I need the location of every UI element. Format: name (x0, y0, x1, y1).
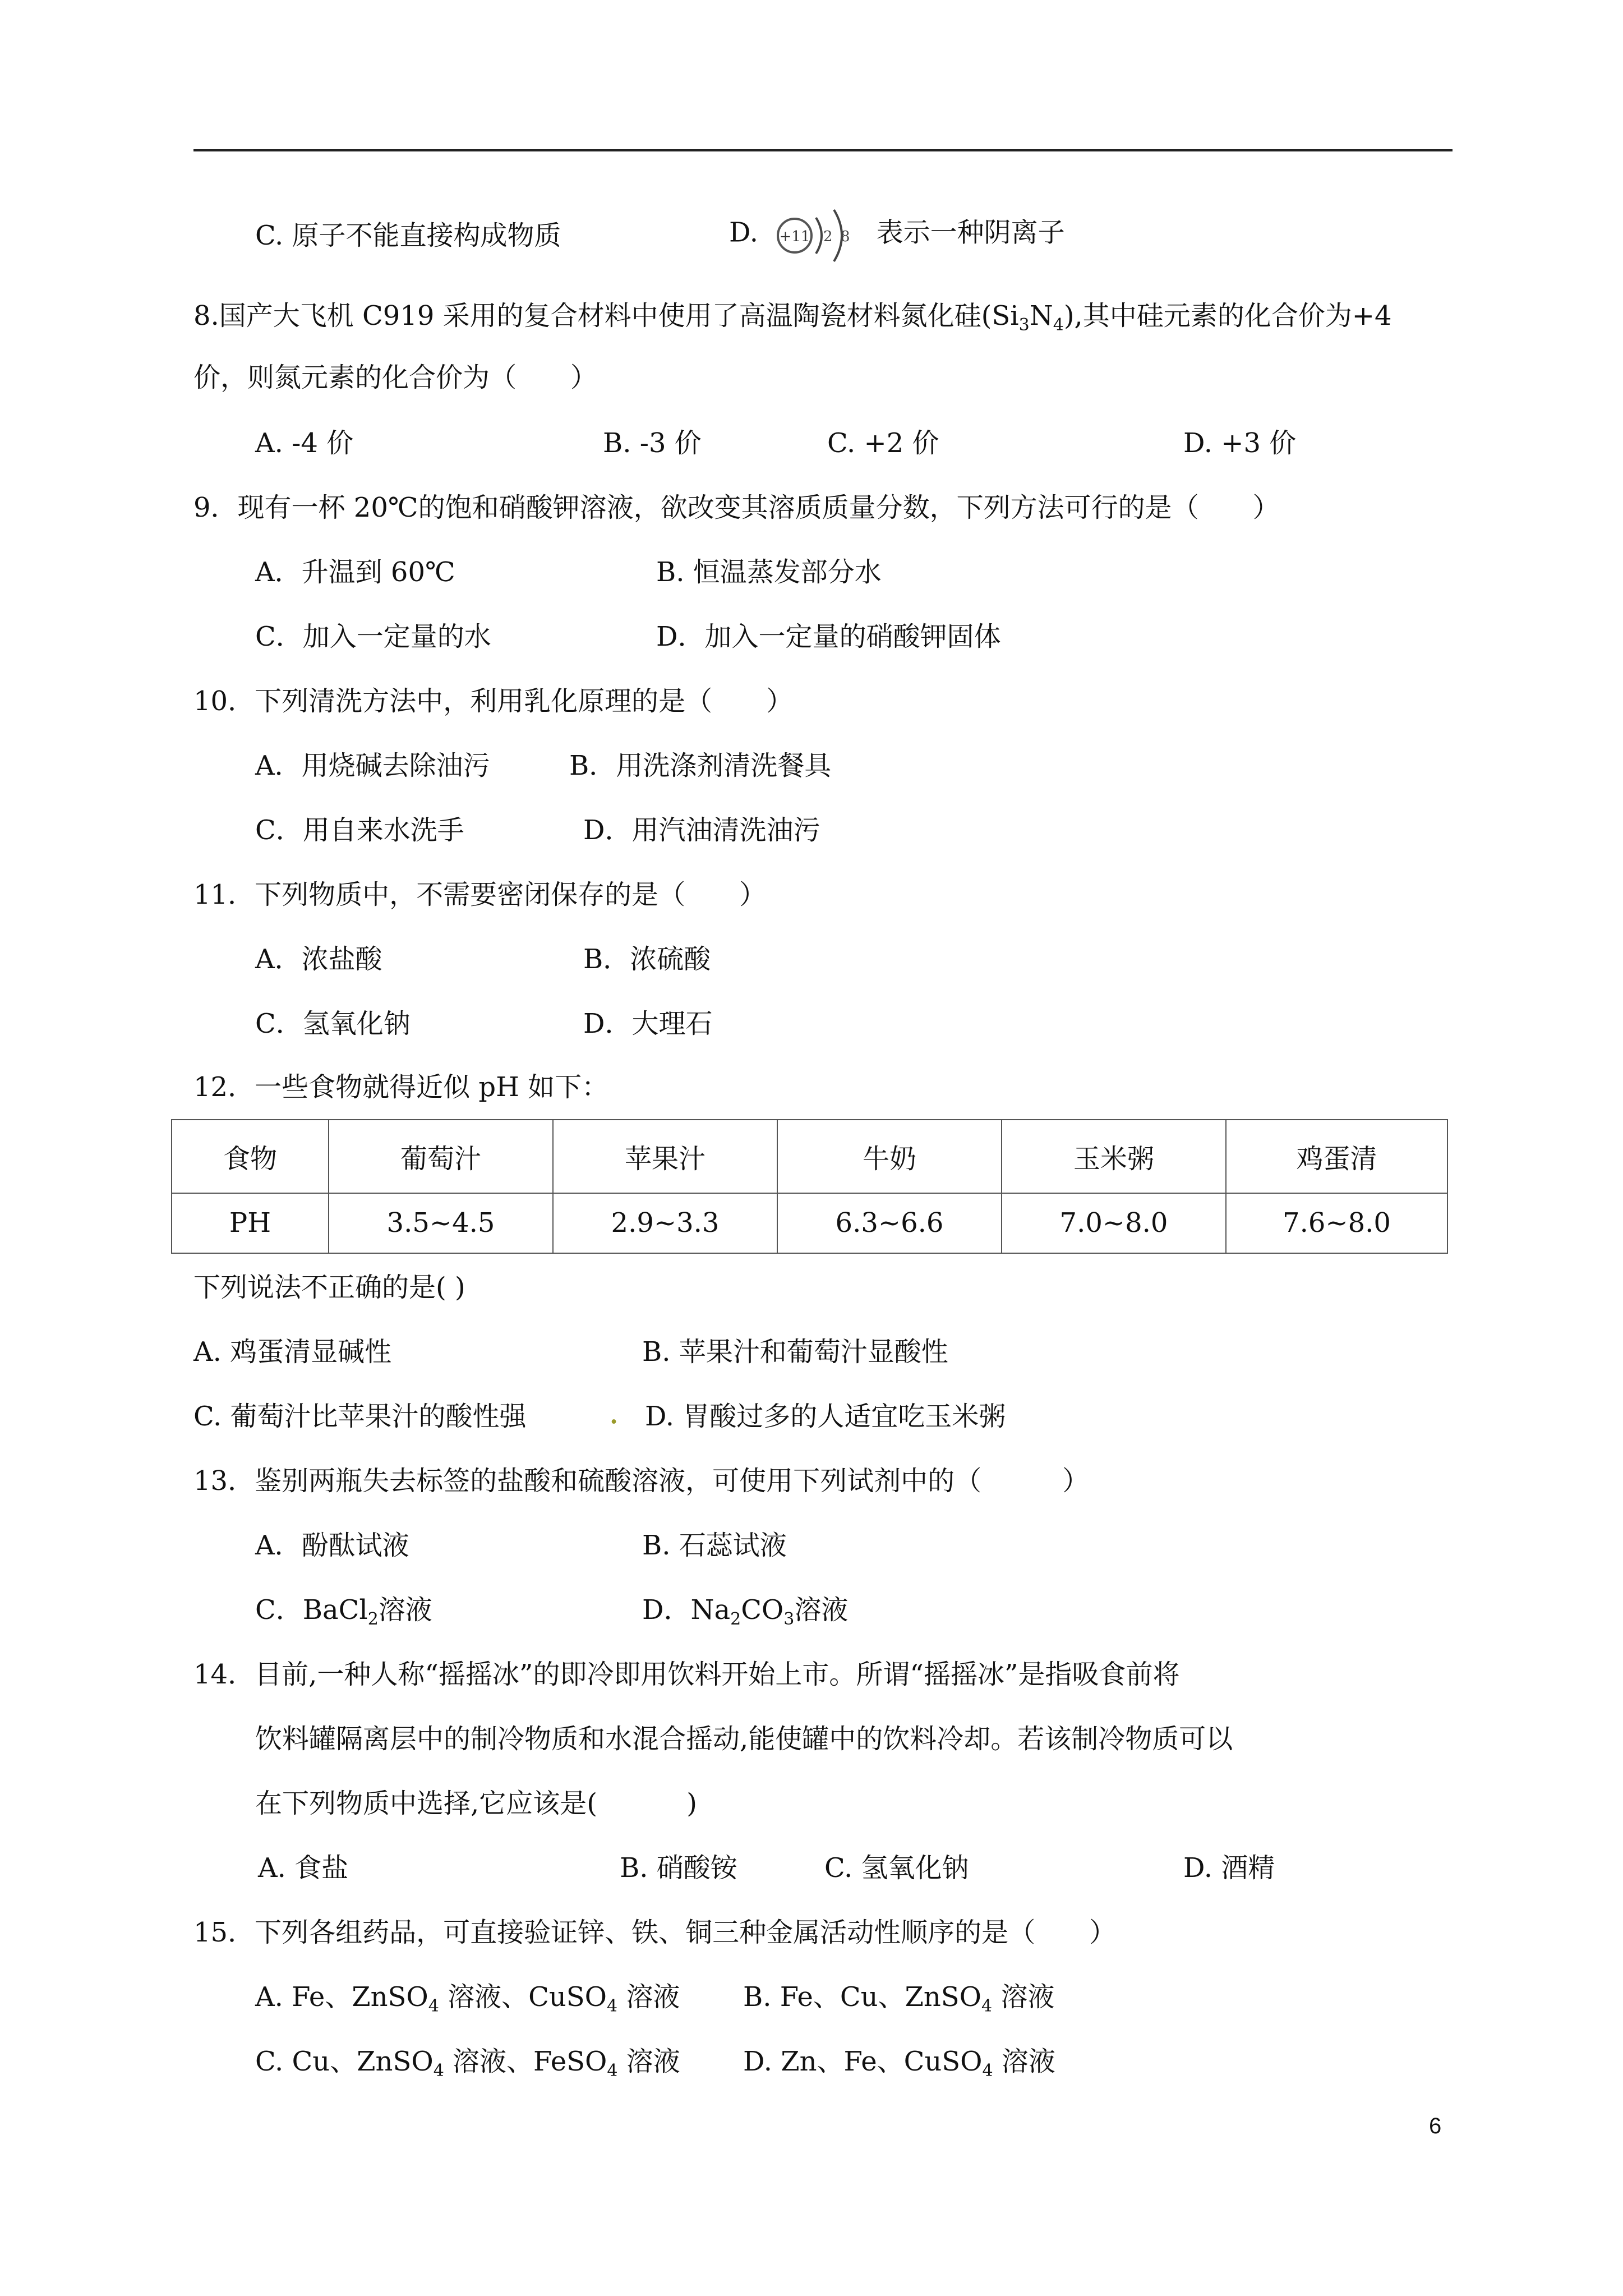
table-cell: 食物 (172, 1120, 329, 1193)
q11-option-d: D．大理石 (583, 1008, 713, 1039)
q10-options-row1 (0, 749, 1623, 783)
q8-option-b: B. -3 价 (603, 427, 702, 459)
q14-stem-line1: 14．目前,一种人称“摇摇冰”的即冷即用饮料开始上市。所谓“摇摇冰”是指吸食前将 (193, 1659, 1180, 1690)
q14-option-c: C. 氢氧化钠 (824, 1852, 969, 1884)
q15-options-row2 (0, 2045, 1623, 2081)
q11-options-row1 (0, 942, 1623, 976)
table-cell: 6.3~6.6 (777, 1193, 1002, 1253)
table-header-row (172, 1120, 1447, 1193)
q7-option-d-label: D. (729, 217, 759, 249)
q13-options-row1 (0, 1529, 1623, 1562)
table-cell: 苹果汁 (553, 1120, 777, 1193)
q12-option-d: D. 胃酸过多的人适宜吃玉米粥 (645, 1401, 1006, 1432)
q13-option-c: C．BaCl$_2$溶液 (255, 1594, 432, 1629)
page-number: 6 (1429, 2114, 1442, 2138)
q14-option-d: D. 酒精 (1183, 1852, 1275, 1884)
q10-options-row2 (0, 813, 1623, 847)
shell-arc-1 (816, 218, 822, 254)
q10-stem: 10．下列清洗方法中，利用乳化原理的是（ ） (193, 685, 794, 717)
shell1-electrons: 2 (823, 228, 833, 245)
table-cell: 玉米粥 (1002, 1120, 1226, 1193)
q12-option-a: A. 鸡蛋清显碱性 (193, 1336, 392, 1368)
q11-options-row2 (0, 1007, 1623, 1041)
table-cell: 2.9~3.3 (553, 1193, 777, 1253)
q13-option-b: B. 石蕊试液 (642, 1530, 787, 1561)
header-rule (193, 149, 1453, 151)
q13-options-row2 (0, 1593, 1623, 1627)
q10-option-b: B．用洗涤剂清洗餐具 (569, 750, 832, 781)
q11-option-a: A．浓盐酸 (255, 944, 382, 975)
ph-table (171, 1119, 1448, 1254)
q12-stem: 12．一些食物就得近似 pH 如下： (193, 1071, 609, 1103)
q10-option-c: C．用自来水洗手 (255, 815, 464, 846)
q9-options-row2 (0, 620, 1623, 654)
q12-options-row2 (0, 1392, 1623, 1433)
q15-stem: 15．下列各组药品，可直接验证锌、铁、铜三种金属活动性顺序的是（ ） (193, 1917, 1117, 1948)
q14-stem-line3: 在下列物质中选择,它应该是( ) (255, 1788, 697, 1819)
q7-option-c (255, 219, 561, 252)
q8-option-d: D. +3 价 (1183, 427, 1297, 459)
q13-stem: 13．鉴别两瓶失去标签的盐酸和硫酸溶液，可使用下列试剂中的（ ） (193, 1465, 1090, 1497)
q9-stem: 9．现有一杯 20℃的饱和硝酸钾溶液，欲改变其溶质质量分数，下列方法可行的是（ ） (193, 492, 1280, 523)
q7-option-d (729, 206, 1065, 263)
atom-structure-diagram (771, 206, 861, 263)
q8-options (0, 426, 1623, 460)
q15-option-b: B. Fe、Cu、ZnSO$_4$ 溶液 (743, 1981, 1055, 2016)
q9-option-a: A．升温到 60℃ (255, 556, 455, 588)
table-cell: 葡萄汁 (329, 1120, 553, 1193)
q11-stem: 11．下列物质中，不需要密闭保存的是（ ） (193, 879, 767, 910)
q15-option-a: A. Fe、ZnSO$_4$ 溶液、CuSO$_4$ 溶液 (255, 1981, 680, 2016)
q15-option-c: C. Cu、ZnSO$_4$ 溶液、FeSO$_4$ 溶液 (255, 2046, 680, 2081)
q12-option-b: B. 苹果汁和葡萄汁显酸性 (642, 1336, 948, 1368)
stray-dot: . (608, 1392, 620, 1432)
q9-option-b: B. 恒温蒸发部分水 (656, 556, 882, 588)
table-cell: 7.0~8.0 (1002, 1193, 1226, 1253)
q11-option-b: B．浓硫酸 (583, 944, 711, 975)
q15-options-row1 (0, 1980, 1623, 2014)
q14-option-b: B. 硝酸铵 (620, 1852, 737, 1884)
q13-option-d: D．$Na_2CO_3$溶液 (642, 1594, 849, 1629)
q7-option-c-text: C. 原子不能直接构成物质 (255, 220, 561, 251)
q12-options-row1 (0, 1335, 1623, 1369)
q12-option-c: C. 葡萄汁比苹果汁的酸性强 (193, 1401, 527, 1432)
q8-stem-line2: 价，则氮元素的化合价为（ ） (193, 362, 598, 393)
q10-option-a: A．用烧碱去除油污 (255, 750, 490, 781)
q9-option-c: C．加入一定量的水 (255, 621, 491, 652)
q11-option-c: C．氢氧化钠 (255, 1008, 411, 1039)
q14-options (0, 1851, 1623, 1885)
q7-option-d-text: 表示一种阴离子 (876, 217, 1065, 249)
table-cell: 7.6~8.0 (1226, 1193, 1447, 1253)
q8-stem-line1: 8.国产大飞机 C919 采用的复合材料中使用了高温陶瓷材料氮化硅$(Si_3N_4)$,其中硅元素的化合价为+4 (193, 300, 1392, 335)
q8-option-a: A. -4 价 (255, 427, 354, 459)
table-cell: 鸡蛋清 (1226, 1120, 1447, 1193)
nucleus-charge: +11 (779, 228, 810, 245)
table-cell: PH (172, 1193, 329, 1253)
table-cell: 3.5~4.5 (329, 1193, 553, 1253)
q12-question: 下列说法不正确的是( ) (193, 1272, 465, 1303)
q14-stem-line2: 饮料罐隔离层中的制冷物质和水混合摇动,能使罐中的饮料冷却。若该制冷物质可以 (255, 1723, 1233, 1755)
q8-option-c: C. +2 价 (827, 427, 939, 459)
q13-option-a: A．酚酞试液 (255, 1530, 409, 1561)
table-row (172, 1193, 1447, 1253)
table-cell: 牛奶 (777, 1120, 1002, 1193)
q14-option-a: A. 食盐 (258, 1852, 349, 1884)
q9-options-row1 (0, 555, 1623, 589)
q10-option-d: D．用汽油清洗油污 (583, 815, 820, 846)
shell2-electrons: 8 (841, 228, 850, 245)
q9-option-d: D．加入一定量的硝酸钾固体 (656, 621, 1001, 652)
q15-option-d: D. Zn、Fe、CuSO$_4$ 溶液 (743, 2046, 1055, 2081)
